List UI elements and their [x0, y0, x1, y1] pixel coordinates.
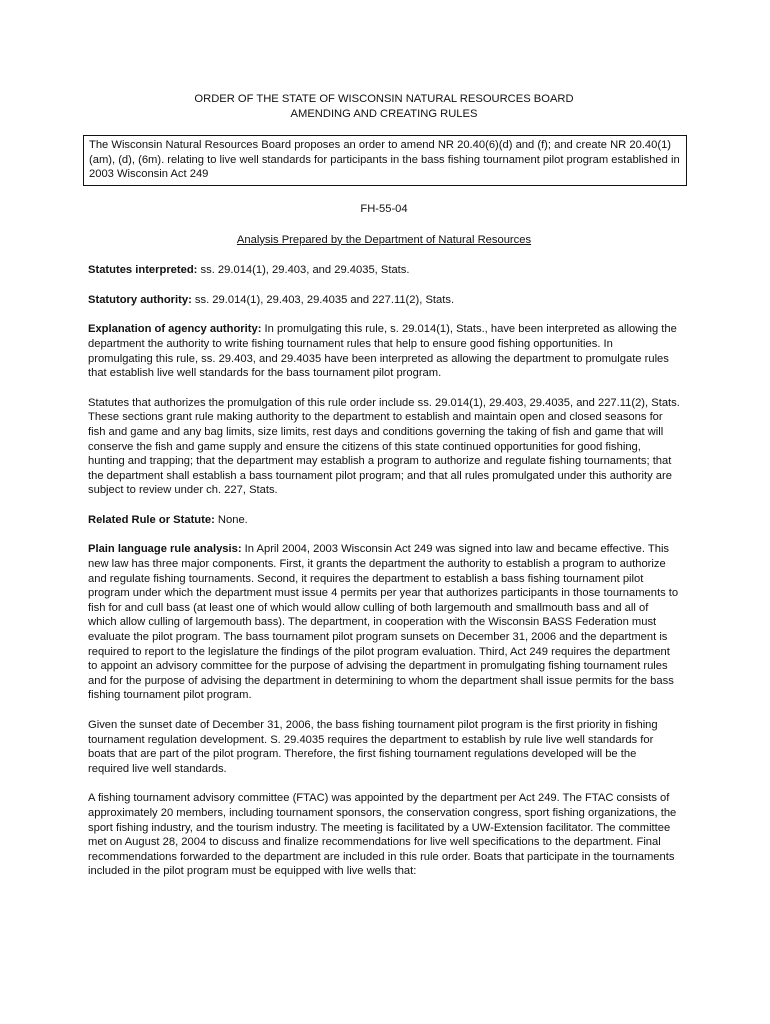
document-title — [88, 92, 680, 121]
document-page — [88, 92, 680, 894]
ftac-paragraph: A fishing tournament advisory committee (FTAC) was appointed by the department per Act 249. The FTAC consists of approximately 20 members, including tournament sponsors, the conservation congress, sport fishing organizations, the sport fishing industry, and the tourism industry. The meeting is facilitated by a UW-Extension facilitator. The committee met on August 28, 2004 to discuss and finalize recommendations for live well specifications to the department. Final recommendations forwarded to the department are included in this rule order. Boats that participate in the tournaments included in the pilot program must be equipped with live wells that: — [88, 792, 677, 878]
explanation-text: In promulgating this rule, s. 29.014(1), Stats., have been interpreted as allowing the department the authority to write fishing tournament rules that help to ensure good fishing opportunities. In promulgating this rule, ss. 29.403, and 29.4035 have been interpreted as allowing the department to promulgate rules that establish live well standards for the bass tournament pilot program. — [88, 323, 677, 380]
plain-language-text: In April 2004, 2003 Wisconsin Act 249 was signed into law and became effective. This new law has three major components. First, it grants the department the authority to establish a program to authorize and regulate fishing tournaments. Second, it requires the department to establish a bass fishing tournament pilot program under which the department must issue 4 permits per year that authorizes participants in those tournaments to fish for and cull bass (at least one of which would allow culling of both largemouth and smallmouth bass and all of which allow culling of largemouth bass). The department, in cooperation with the Wisconsin BASS Federation must evaluate the pilot program. The bass tournament pilot program sunsets on December 31, 2006 and the department is required to report to the legislature the findings of the pilot program evaluation. Third, Act 249 requires the department to appoint an advisory committee for the purpose of advising the department in promulgating fishing tournament rules and for the purpose of advising the department in determining to whom the department shall issue permits for the bass fishing tournament pilot program. — [88, 543, 679, 702]
statutes-interpreted-text: ss. 29.014(1), 29.403, and 29.4035, Stats. — [197, 264, 410, 277]
document-number: FH-55-04 — [360, 202, 408, 215]
related-rule-text: None. — [214, 513, 248, 526]
explanation-label: Explanation of agency authority: — [88, 323, 262, 336]
statutes-authorize-paragraph: Statutes that authorizes the promulgation of this rule order include ss. 29.014(1), 29.403, 29.4035, and 227.11(2), Stats. These sections grant rule making authority to the department to establish and maintain open and closed seasons for fish and game and any bag limits, size limits, rest days and conditions governing the taking of fish and game that will conserve the fish and game supply and ensure the citizens of this state continued opportunities for good fishing, hunting and trapping; that the department may establish a program to authorize and regulate fishing tournaments; that the department shall establish a bass tournament pilot program; and that all rules promulgated under this authority are subject to review under ch. 227, Stats. — [88, 396, 680, 497]
analysis-heading: Analysis Prepared by the Department of Natural Resources — [236, 233, 532, 246]
statutory-authority-label: Statutory authority: — [88, 293, 192, 306]
title-line-1: ORDER OF THE STATE OF WISCONSIN NATURAL RESOURCES BOARD — [194, 93, 574, 105]
statutes-interpreted — [88, 263, 680, 278]
explanation-of-authority — [88, 322, 680, 380]
plain-language-analysis — [88, 542, 680, 703]
plain-language-label: Plain language rule analysis: — [88, 543, 242, 556]
summary-box: The Wisconsin Natural Resources Board proposes an order to amend NR 20.40(6)(d) and (f); and create NR 20.40(1)(am), (d), (6m). relating to live well standards for participants in the bass fishing tournament pilot program established in 2003 Wisconsin Act 249 — [83, 135, 687, 186]
sunset-paragraph: Given the sunset date of December 31, 2006, the bass fishing tournament pilot program is the first priority in fishing tournament regulation development. S. 29.4035 requires the department to establish by rule live well standards for boats that are part of the pilot program. Therefore, the first fishing tournament regulations developed will be the required live well standards. — [88, 719, 658, 775]
title-line-2: AMENDING AND CREATING RULES — [290, 107, 478, 120]
related-rule — [88, 513, 680, 528]
statutes-interpreted-label: Statutes interpreted: — [88, 264, 198, 277]
related-rule-label: Related Rule or Statute: — [88, 513, 215, 526]
statutory-authority — [88, 293, 680, 308]
statutory-authority-text: ss. 29.014(1), 29.403, 29.4035 and 227.11(2), Stats. — [191, 293, 455, 306]
